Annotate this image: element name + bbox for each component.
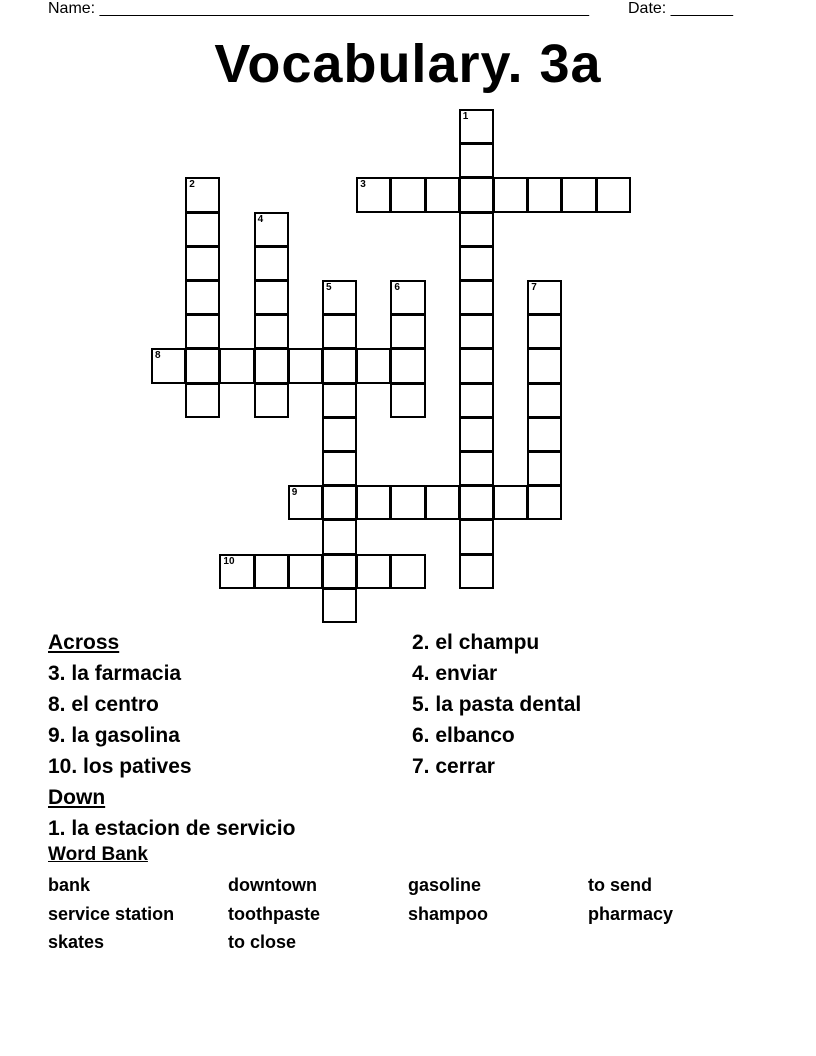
crossword-cell[interactable] [459, 417, 494, 452]
clue-text: cerrar [435, 755, 495, 778]
crossword-cell[interactable] [185, 177, 220, 212]
crossword-cell[interactable] [390, 383, 425, 418]
across-heading: Across [48, 631, 120, 654]
crossword-cell[interactable] [322, 519, 357, 554]
cell-number: 10 [223, 555, 235, 567]
clue-number: 3. [48, 662, 66, 685]
crossword-cell[interactable] [459, 143, 494, 178]
crossword-cell[interactable] [356, 554, 391, 589]
clue-across-9 [48, 720, 295, 751]
crossword-cell[interactable] [185, 280, 220, 315]
crossword-cell[interactable] [356, 348, 391, 383]
crossword-cell[interactable] [596, 177, 631, 212]
crossword-cell[interactable] [322, 348, 357, 383]
crossword-cell[interactable] [425, 177, 460, 212]
word-bank-item: to close [228, 932, 297, 952]
crossword-cell[interactable] [459, 519, 494, 554]
crossword-cell[interactable] [425, 485, 460, 520]
crossword-cell[interactable] [219, 348, 254, 383]
word-bank-item: bank [48, 875, 91, 895]
crossword-cell[interactable] [322, 417, 357, 452]
date-field: Date: _______ [628, 0, 733, 17]
word-bank-item: shampoo [408, 903, 489, 924]
crossword-cell[interactable] [322, 314, 357, 349]
crossword-cell[interactable] [219, 554, 254, 589]
clue-text: el champu [435, 631, 540, 654]
cell-number: 8 [155, 350, 161, 362]
crossword-cell[interactable] [390, 280, 425, 315]
crossword-cell[interactable] [151, 348, 186, 383]
crossword-cell[interactable] [493, 485, 528, 520]
crossword-cell[interactable] [561, 177, 596, 212]
crossword-cell[interactable] [459, 485, 494, 520]
crossword-cell[interactable] [254, 554, 289, 589]
crossword-cell[interactable] [288, 554, 323, 589]
clue-text: el centro [71, 693, 159, 716]
clue-list-left [48, 627, 295, 844]
name-field: Name: _______________________________________________________ [48, 0, 589, 17]
clue-down-1 [48, 813, 295, 844]
clue-number: 5. [412, 693, 430, 716]
crossword-cell[interactable] [527, 417, 562, 452]
crossword-cell[interactable] [322, 280, 357, 315]
crossword-cell[interactable] [493, 177, 528, 212]
cell-number: 3 [360, 179, 366, 191]
crossword-cell[interactable] [356, 177, 391, 212]
cell-number: 2 [189, 179, 195, 191]
cell-number: 7 [531, 282, 537, 293]
cell-number: 4 [257, 213, 264, 225]
clue-number: 10. [48, 755, 78, 778]
crossword-cell[interactable] [288, 348, 323, 383]
crossword-cell[interactable] [322, 383, 357, 418]
crossword-cell[interactable] [459, 246, 494, 281]
clue-number: 7. [412, 755, 430, 778]
clue-text: elbanco [435, 724, 515, 747]
crossword-cell[interactable] [185, 212, 220, 247]
crossword-cell[interactable] [390, 314, 425, 349]
cell-number: 5 [326, 282, 332, 293]
crossword-cell[interactable] [254, 348, 289, 383]
crossword-cell[interactable] [322, 485, 357, 520]
word-bank-item: to send [588, 875, 653, 895]
clue-text: los patives [83, 755, 192, 778]
crossword-cell[interactable] [390, 348, 425, 383]
crossword-cell[interactable] [459, 348, 494, 383]
crossword-cell[interactable] [390, 485, 425, 520]
crossword-cell[interactable] [527, 451, 562, 486]
word-bank-item: toothpaste [228, 903, 320, 924]
crossword-cell[interactable] [459, 109, 494, 144]
crossword-cell[interactable] [459, 177, 494, 212]
crossword-cell[interactable] [185, 348, 220, 383]
crossword-cell[interactable] [390, 554, 425, 589]
clue-across-10 [48, 751, 295, 782]
crossword-cell[interactable] [185, 383, 220, 418]
cell-number: 9 [291, 487, 298, 499]
word-bank-heading: Word Bank [48, 844, 148, 865]
crossword-cell[interactable] [527, 314, 562, 349]
crossword-cell[interactable] [459, 314, 494, 349]
clue-text: la pasta dental [435, 693, 582, 716]
clue-down-4 [412, 658, 581, 689]
clue-number: 2. [412, 631, 430, 654]
clue-number: 8. [48, 693, 66, 716]
crossword-cell[interactable] [459, 383, 494, 418]
crossword-cell[interactable] [322, 554, 357, 589]
clue-across-8 [48, 689, 295, 720]
clue-number: 4. [412, 662, 430, 685]
clue-number: 1. [48, 817, 66, 840]
clue-text: la estacion de servicio [71, 817, 296, 840]
word-bank-item: downtown [228, 875, 317, 895]
crossword-cell[interactable] [185, 246, 220, 281]
word-bank [48, 872, 768, 958]
clue-text: enviar [435, 662, 498, 685]
crossword-cell[interactable] [254, 246, 289, 281]
crossword-cell[interactable] [459, 280, 494, 315]
clue-down-6 [412, 720, 581, 751]
crossword-cell[interactable] [254, 212, 289, 247]
clue-down-5 [412, 689, 581, 720]
word-bank-item: gasoline [408, 875, 482, 895]
clue-text: la farmacia [71, 662, 182, 685]
word-bank-item: pharmacy [588, 903, 674, 924]
crossword-cell[interactable] [459, 212, 494, 247]
crossword-cell[interactable] [185, 314, 220, 349]
crossword-cell[interactable] [288, 485, 323, 520]
page-title: Vocabulary. 3a [214, 34, 602, 94]
clue-list-right [412, 627, 581, 782]
crossword-cell[interactable] [459, 451, 494, 486]
crossword-cell[interactable] [322, 588, 357, 623]
crossword-cell[interactable] [322, 451, 357, 486]
crossword-cell[interactable] [390, 177, 425, 212]
crossword-cell[interactable] [254, 383, 289, 418]
word-bank-item: skates [48, 932, 105, 952]
clue-number: 6. [412, 724, 430, 747]
crossword-cell[interactable] [527, 348, 562, 383]
clue-number: 9. [48, 724, 66, 747]
crossword-cell[interactable] [527, 485, 562, 520]
cell-number: 1 [462, 111, 469, 122]
cell-number: 6 [394, 282, 400, 293]
crossword-cell[interactable] [254, 280, 289, 315]
clue-down-7 [412, 751, 581, 782]
clue-across-3 [48, 658, 295, 689]
clue-down-2 [412, 627, 581, 658]
crossword-cell[interactable] [527, 280, 562, 315]
crossword-cell[interactable] [459, 554, 494, 589]
down-heading: Down [48, 786, 106, 809]
crossword-cell[interactable] [527, 383, 562, 418]
crossword-cell[interactable] [527, 177, 562, 212]
crossword-cell[interactable] [254, 314, 289, 349]
crossword-cell[interactable] [356, 485, 391, 520]
word-bank-item: service station [48, 903, 175, 924]
clue-text: la gasolina [71, 724, 180, 747]
